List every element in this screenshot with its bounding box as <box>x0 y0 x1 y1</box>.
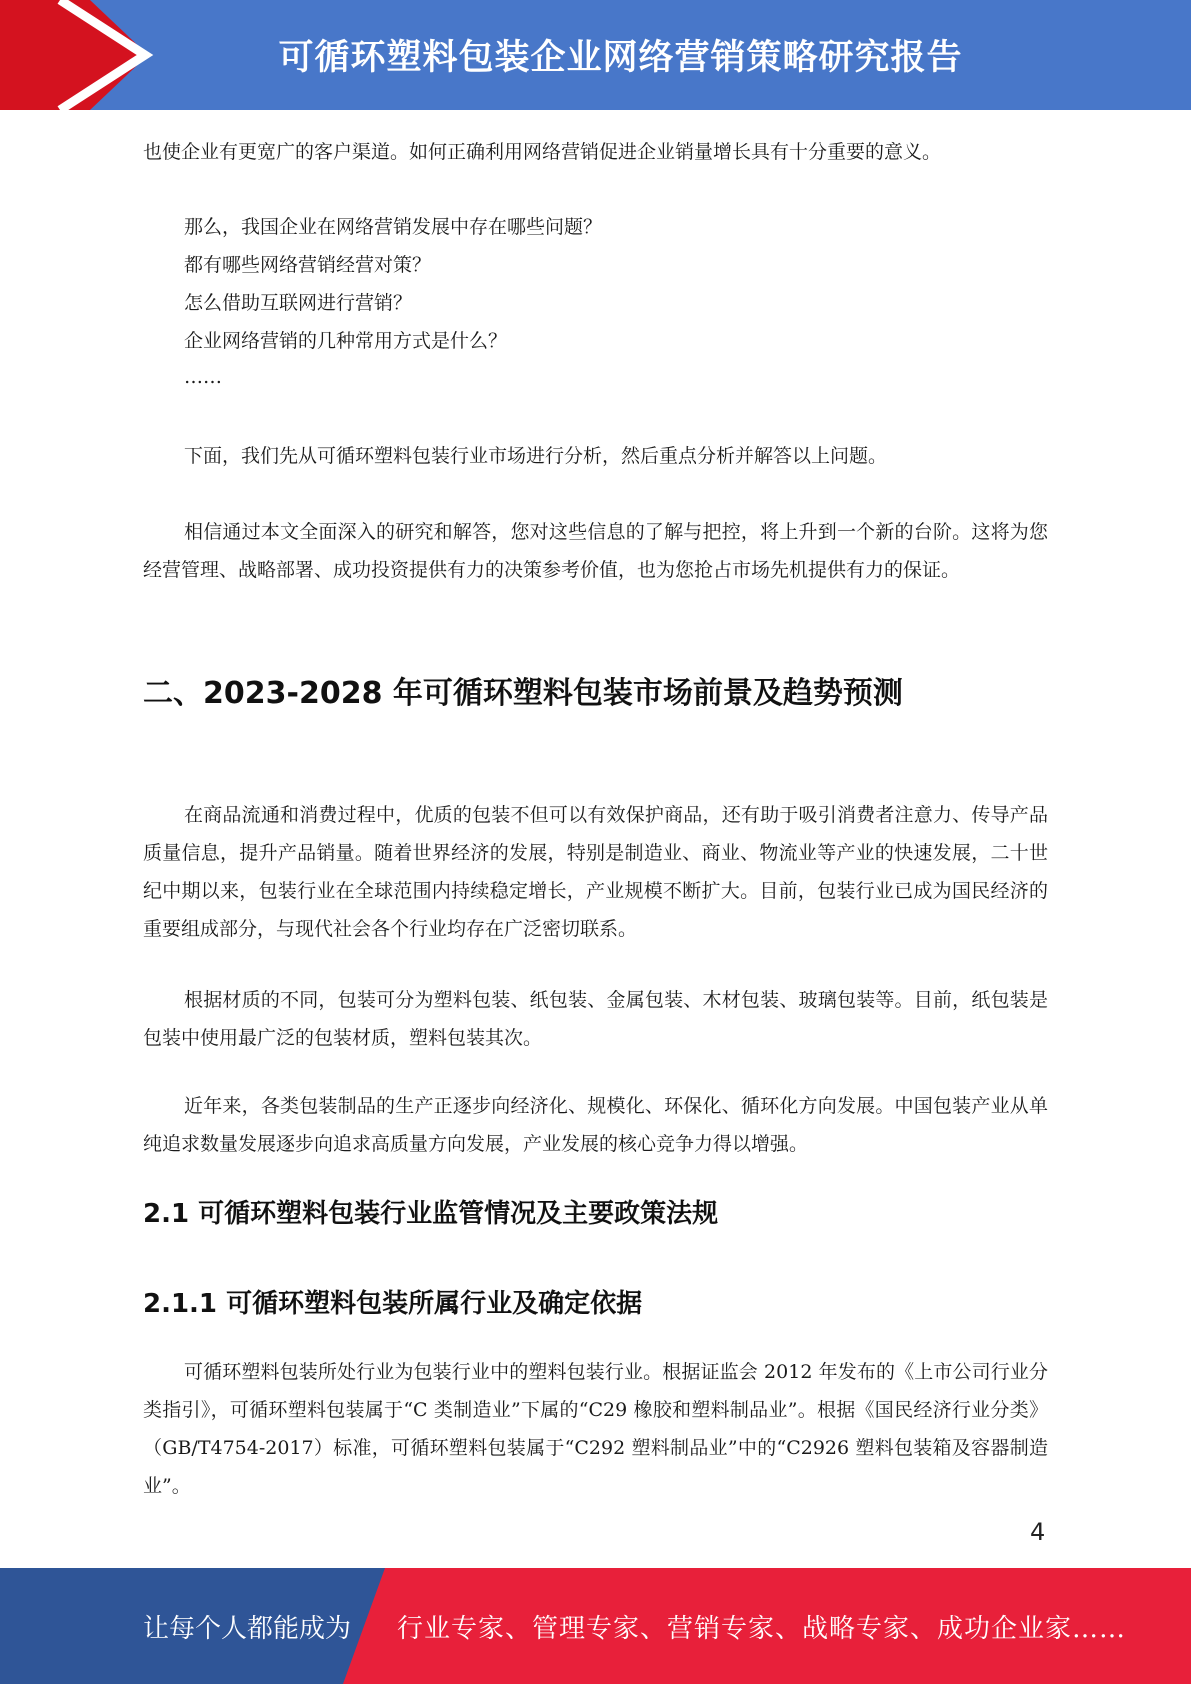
question-item: 那么，我国企业在网络营销发展中存在哪些问题？ <box>184 216 603 238</box>
section-heading-2-1-1: 2.1.1 可循环塑料包装所属行业及确定依据 <box>143 1289 643 1319</box>
footer-band <box>0 1568 1191 1684</box>
red-chevron-logo <box>0 0 160 110</box>
section2-paragraph: 根据材质的不同，包装可分为塑料包装、纸包装、金属包装、木材包装、玻璃包装等。目前，纸包装是包装中使用最广泛的包装材质，塑料包装其次。 <box>143 989 1048 1049</box>
section-heading-2-1: 2.1 可循环塑料包装行业监管情况及主要政策法规 <box>143 1199 719 1229</box>
question-item: 怎么借助互联网进行营销？ <box>184 292 413 314</box>
section2-1-1-paragraph: 可循环塑料包装所处行业为包装行业中的塑料包装行业。根据证监会 2012 年发布的《上市公司行业分类指引》，可循环塑料包装属于“C 类制造业”下属的“C29 橡胶和塑料制品业”。根据《国民经济行业分类》（GB/T4754-2017）标准，可循环塑料包装属于“C292 塑料制品业”中的“C2926 塑料包装箱及容器制造业”。 <box>143 1361 1048 1497</box>
footer-slogan-left: 让每个人都能成为 <box>143 1613 352 1644</box>
footer-slogan-right: 行业专家、管理专家、营销专家、战略专家、成功企业家…… <box>397 1613 1127 1644</box>
section2-paragraph: 在商品流通和消费过程中，优质的包装不但可以有效保护商品，还有助于吸引消费者注意力、传导产品质量信息，提升产品销量。随着世界经济的发展，特别是制造业、商业、物流业等产业的快速发展，二十世纪中期以来，包装行业在全球范围内持续稳定增长，产业规模不断扩大。目前，包装行业已成为国民经济的重要组成部分，与现代社会各个行业均存在广泛密切联系。 <box>143 804 1048 940</box>
page-number: 4 <box>1030 1518 1046 1546</box>
intro-believe-paragraph: 相信通过本文全面深入的研究和解答，您对这些信息的了解与把控，将上升到一个新的台阶。这将为您经营管理、战略部署、成功投资提供有力的决策参考价值，也为您抢占市场先机提供有力的保证。 <box>143 521 1048 581</box>
report-title: 可循环塑料包装企业网络营销策略研究报告 <box>278 38 963 78</box>
question-ellipsis: …… <box>184 366 222 388</box>
header-band <box>0 0 1191 110</box>
section2-paragraph: 近年来，各类包装制品的生产正逐步向经济化、规模化、环保化、循环化方向发展。中国包装产业从单纯追求数量发展逐步向追求高质量方向发展，产业发展的核心竞争力得以增强。 <box>143 1095 1048 1155</box>
intro-next-paragraph: 下面，我们先从可循环塑料包装行业市场进行分析，然后重点分析并解答以上问题。 <box>184 445 888 467</box>
question-item: 企业网络营销的几种常用方式是什么？ <box>184 330 508 352</box>
section-heading-2: 二、2023-2028 年可循环塑料包装市场前景及趋势预测 <box>143 676 903 711</box>
intro-continuation: 也使企业有更宽广的客户渠道。如何正确利用网络营销促进企业销量增长具有十分重要的意义。 <box>143 141 942 163</box>
question-item: 都有哪些网络营销经营对策？ <box>184 254 432 276</box>
